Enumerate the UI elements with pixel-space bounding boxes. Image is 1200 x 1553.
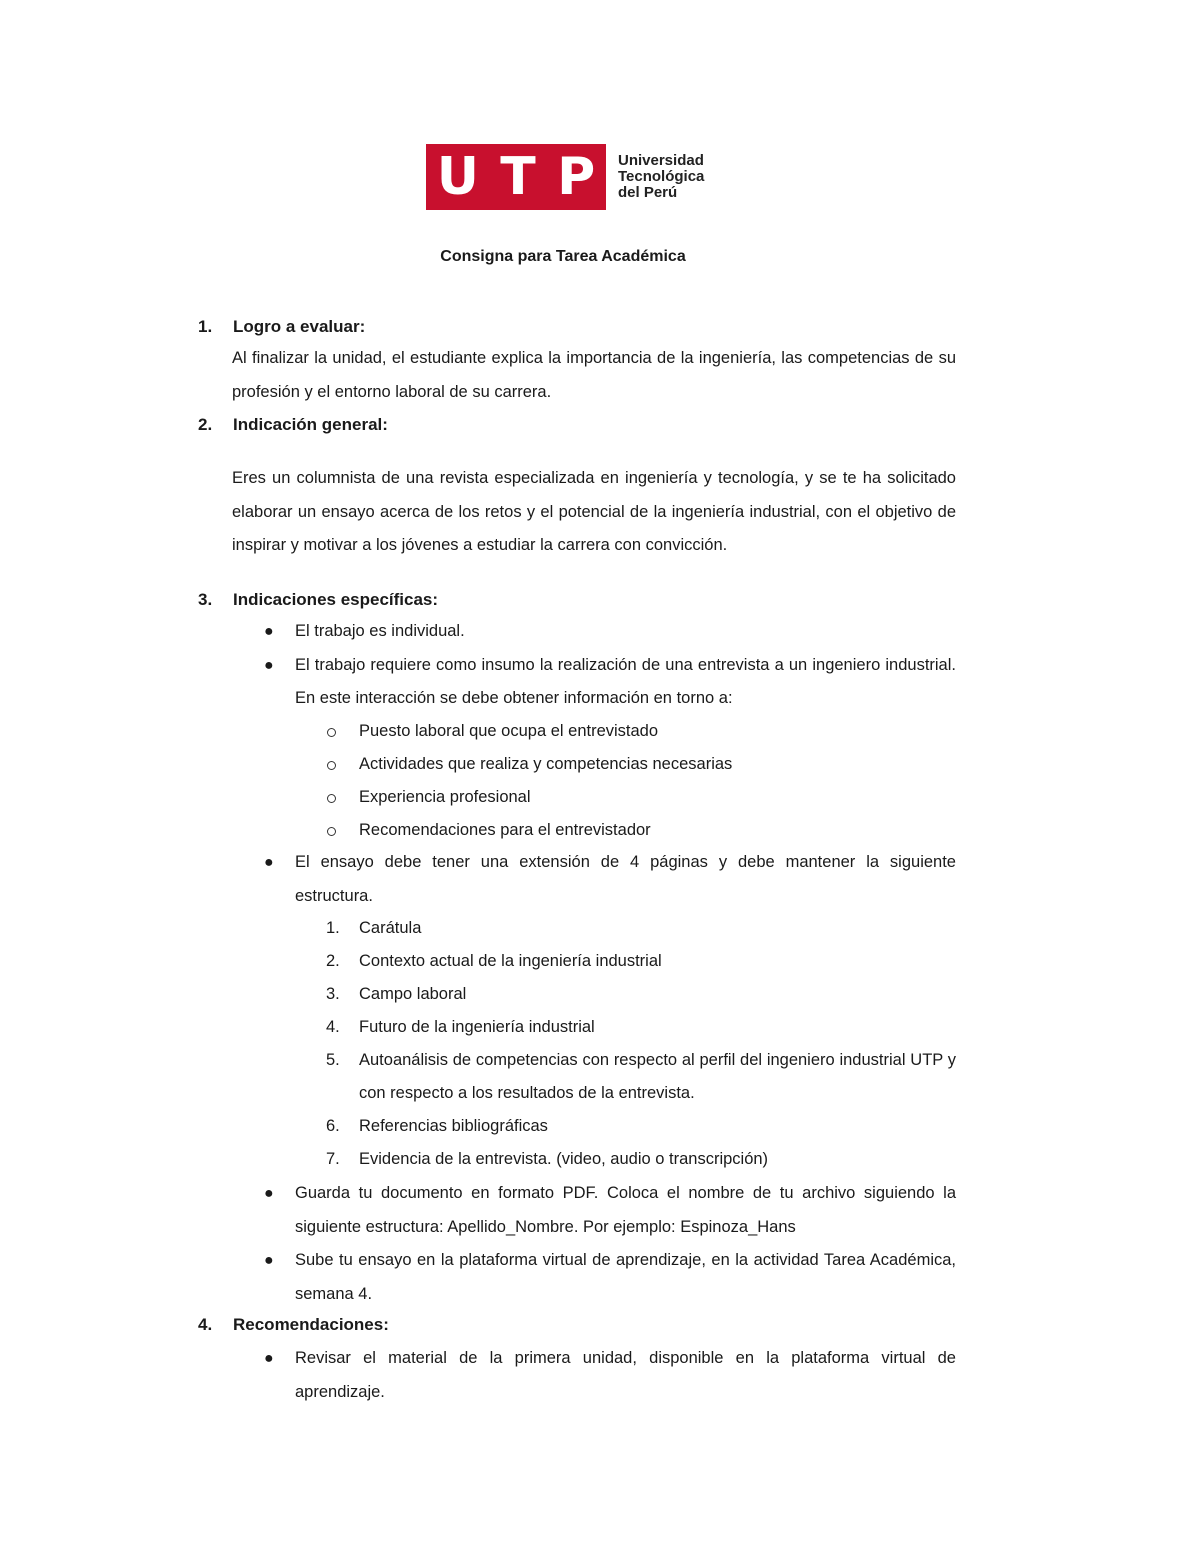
circle-bullet-icon [327, 761, 336, 770]
logo-letter-t: T [500, 147, 536, 207]
list-item-text: Futuro de la ingeniería industrial [359, 1018, 595, 1036]
list-item [264, 846, 956, 913]
list-item [326, 1011, 956, 1044]
section-heading-1 [198, 316, 365, 338]
list-number: 6. [326, 1117, 340, 1135]
list-item [326, 1143, 956, 1176]
section-number: 4. [198, 1315, 213, 1334]
logo-letters-block [426, 144, 606, 210]
bullet-list-block-2 [264, 846, 956, 913]
section-title: Logro a evaluar: [233, 317, 366, 336]
bullet-icon: ● [264, 854, 274, 871]
section-title: Indicación general: [233, 415, 388, 434]
circle-bullet-icon [327, 827, 336, 836]
bullet-list-block-3 [264, 1177, 956, 1311]
bullet-list-block-1 [264, 615, 956, 716]
list-number: 5. [326, 1051, 340, 1069]
list-item [326, 978, 956, 1011]
section-number: 1. [198, 317, 213, 336]
list-item-text: Recomendaciones para el entrevistador [359, 821, 651, 839]
list-item [264, 1244, 956, 1311]
section-heading-3 [198, 589, 438, 611]
list-item [326, 945, 956, 978]
list-item-text: Carátula [359, 919, 422, 937]
list-item [264, 649, 956, 716]
list-item [264, 1177, 956, 1244]
logo-wordmark [618, 153, 704, 201]
section-1-text: Al finalizar la unidad, el estudiante explica la importancia de la ingeniería, las competencias de su profesión y el entorno laboral de su carrera. [232, 349, 956, 401]
list-number: 1. [326, 919, 340, 937]
list-item-text: Actividades que realiza y competencias necesarias [359, 755, 733, 773]
list-item-text: Contexto actual de la ingeniería industrial [359, 952, 662, 970]
list-item [264, 615, 956, 649]
list-item-text: Guarda tu documento en formato PDF. Coloca el nombre de tu archivo siguiendo la siguiente estructura: Apellido_Nombre. Por ejemplo: Espinoza_Hans [295, 1184, 956, 1236]
section-number: 3. [198, 590, 213, 609]
list-item-text: Campo laboral [359, 985, 467, 1003]
list-number: 7. [326, 1150, 340, 1168]
essay-structure-list [326, 912, 956, 1176]
list-item-text: Autoanálisis de competencias con respecto al perfil del ingeniero industrial UTP y con respecto a los resultados de la entrevista. [359, 1051, 956, 1102]
list-item [326, 715, 956, 748]
list-item-text: El trabajo requiere como insumo la realización de una entrevista a un ingeniero industrial. En este interacción se debe obtener información en torno a: [295, 655, 956, 707]
list-number: 2. [326, 952, 340, 970]
section-heading-2 [198, 414, 388, 436]
interview-topics-list [326, 715, 956, 847]
list-item-text: Experiencia profesional [359, 788, 531, 806]
list-item-text: El trabajo es individual. [295, 622, 465, 640]
list-item-text: Revisar el material de la primera unidad, disponible en la plataforma virtual de aprendizaje. [295, 1349, 956, 1401]
list-item [326, 1110, 956, 1143]
section-title: Recomendaciones: [233, 1315, 389, 1334]
document-title: Consigna para Tarea Académica [440, 248, 686, 265]
bullet-list-block-4 [264, 1342, 956, 1409]
list-number: 3. [326, 985, 340, 1003]
list-item [264, 1342, 956, 1409]
bullet-icon: ● [264, 1252, 274, 1269]
utp-logo [426, 144, 704, 210]
list-item [326, 912, 956, 945]
list-item-text: El ensayo debe tener una extensión de 4 páginas y debe mantener la siguiente estructura. [295, 853, 956, 905]
logo-line-2: Tecnológica [618, 168, 705, 185]
section-title: Indicaciones específicas: [233, 590, 439, 609]
logo-line-1: Universidad [618, 152, 704, 169]
logo-line-3: del Perú [618, 184, 678, 201]
circle-bullet-icon [327, 728, 336, 737]
section-2-text: Eres un columnista de una revista especializada en ingeniería y tecnología, y se te ha solicitado elaborar un ensayo acerca de los retos y el potencial de la ingeniería industrial, con el objetivo de inspirar y motivar a los jóvenes a estudiar la carrera con convicción. [232, 469, 956, 554]
bullet-icon: ● [264, 1185, 274, 1202]
circle-bullet-icon [327, 794, 336, 803]
bullet-icon: ● [264, 656, 274, 674]
bullet-icon: ● [264, 623, 274, 640]
list-item [326, 748, 956, 781]
section-heading-4 [198, 1314, 389, 1336]
logo-letter-p: P [557, 147, 596, 207]
list-item-text: Evidencia de la entrevista. (video, audio o transcripción) [359, 1150, 769, 1168]
list-item-text: Sube tu ensayo en la plataforma virtual de aprendizaje, en la actividad Tarea Académica, semana 4. [295, 1251, 956, 1303]
logo-letter-u: U [436, 147, 479, 207]
list-item [326, 1044, 956, 1110]
list-item-text: Puesto laboral que ocupa el entrevistado [359, 722, 659, 740]
section-number: 2. [198, 415, 213, 434]
list-item [326, 814, 956, 847]
bullet-icon: ● [264, 1350, 274, 1367]
list-number: 4. [326, 1018, 340, 1036]
list-item-text: Referencias bibliográficas [359, 1117, 548, 1135]
list-item [326, 781, 956, 814]
